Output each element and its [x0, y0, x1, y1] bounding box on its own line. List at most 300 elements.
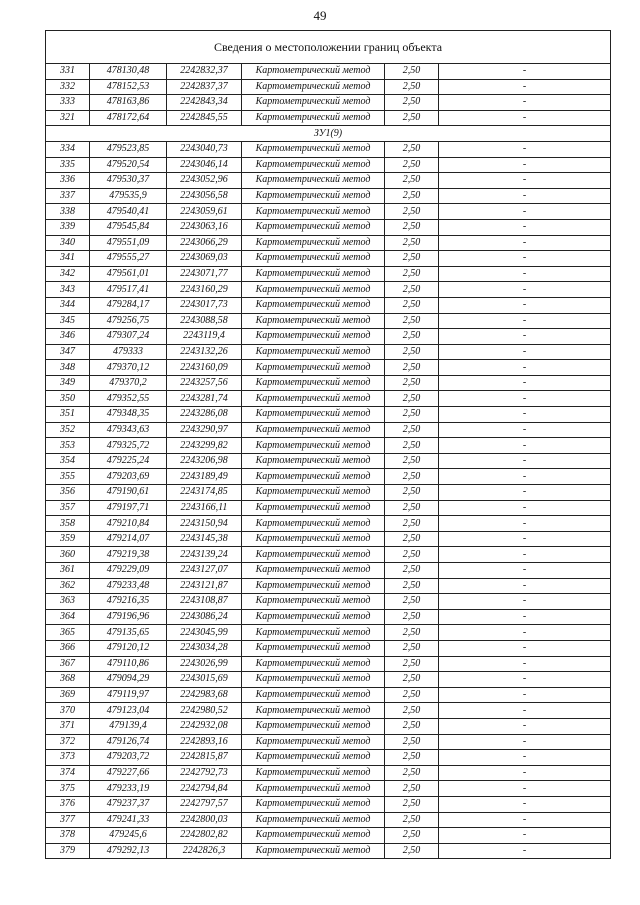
method-cell: Картометрический метод: [242, 594, 385, 610]
accuracy-cell: 2,50: [385, 594, 439, 610]
description-cell: -: [439, 609, 611, 625]
method-cell: Картометрический метод: [242, 110, 385, 126]
description-cell: -: [439, 765, 611, 781]
description-cell: -: [439, 563, 611, 579]
y-coordinate-cell: 2243088,58: [167, 313, 242, 329]
accuracy-cell: 2,50: [385, 79, 439, 95]
method-cell: Картометрический метод: [242, 531, 385, 547]
y-coordinate-cell: 2242837,37: [167, 79, 242, 95]
table-row: [46, 625, 611, 641]
description-cell: -: [439, 531, 611, 547]
method-cell: Картометрический метод: [242, 563, 385, 579]
x-coordinate-cell: 479139,4: [90, 718, 167, 734]
accuracy-cell: 2,50: [385, 765, 439, 781]
description-cell: -: [439, 110, 611, 126]
y-coordinate-cell: 2243150,94: [167, 516, 242, 532]
x-coordinate-cell: 479535,9: [90, 188, 167, 204]
table-row: [46, 79, 611, 95]
point-number-cell: 345: [46, 313, 90, 329]
point-number-cell: 347: [46, 344, 90, 360]
accuracy-cell: 2,50: [385, 297, 439, 313]
accuracy-cell: 2,50: [385, 204, 439, 220]
table-row: [46, 157, 611, 173]
y-coordinate-cell: 2243145,38: [167, 531, 242, 547]
x-coordinate-cell: 478152,53: [90, 79, 167, 95]
accuracy-cell: 2,50: [385, 422, 439, 438]
y-coordinate-cell: 2242794,84: [167, 781, 242, 797]
point-number-cell: 377: [46, 812, 90, 828]
method-cell: Картометрический метод: [242, 438, 385, 454]
accuracy-cell: 2,50: [385, 266, 439, 282]
method-cell: Картометрический метод: [242, 391, 385, 407]
table-row: [46, 640, 611, 656]
table-title: Сведения о местоположении границ объекта: [46, 31, 611, 64]
y-coordinate-cell: 2242983,68: [167, 687, 242, 703]
method-cell: Картометрический метод: [242, 266, 385, 282]
method-cell: Картометрический метод: [242, 313, 385, 329]
y-coordinate-cell: 2242815,87: [167, 750, 242, 766]
table-row: [46, 718, 611, 734]
method-cell: Картометрический метод: [242, 204, 385, 220]
method-cell: Картометрический метод: [242, 500, 385, 516]
x-coordinate-cell: 479555,27: [90, 251, 167, 267]
table-row: [46, 95, 611, 111]
description-cell: -: [439, 594, 611, 610]
point-number-cell: 368: [46, 672, 90, 688]
method-cell: Картометрический метод: [242, 578, 385, 594]
description-cell: -: [439, 796, 611, 812]
description-cell: -: [439, 157, 611, 173]
x-coordinate-cell: 479225,24: [90, 453, 167, 469]
method-cell: Картометрический метод: [242, 843, 385, 859]
description-cell: -: [439, 547, 611, 563]
accuracy-cell: 2,50: [385, 157, 439, 173]
accuracy-cell: 2,50: [385, 485, 439, 501]
x-coordinate-cell: 479551,09: [90, 235, 167, 251]
x-coordinate-cell: 479110,86: [90, 656, 167, 672]
description-cell: -: [439, 64, 611, 80]
description-cell: -: [439, 297, 611, 313]
y-coordinate-cell: 2242932,08: [167, 718, 242, 734]
x-coordinate-cell: 479241,33: [90, 812, 167, 828]
table-row: [46, 843, 611, 859]
point-number-cell: 340: [46, 235, 90, 251]
accuracy-cell: 2,50: [385, 407, 439, 423]
description-cell: -: [439, 313, 611, 329]
description-cell: -: [439, 828, 611, 844]
point-number-cell: 374: [46, 765, 90, 781]
point-number-cell: 355: [46, 469, 90, 485]
method-cell: Картометрический метод: [242, 516, 385, 532]
x-coordinate-cell: 479210,84: [90, 516, 167, 532]
description-cell: -: [439, 188, 611, 204]
method-cell: Картометрический метод: [242, 547, 385, 563]
table-row: [46, 516, 611, 532]
method-cell: Картометрический метод: [242, 79, 385, 95]
y-coordinate-cell: 2243108,87: [167, 594, 242, 610]
table-row: [46, 687, 611, 703]
accuracy-cell: 2,50: [385, 251, 439, 267]
description-cell: -: [439, 282, 611, 298]
point-number-cell: 333: [46, 95, 90, 111]
table-row: [46, 672, 611, 688]
y-coordinate-cell: 2242845,55: [167, 110, 242, 126]
table-row: [46, 64, 611, 80]
y-coordinate-cell: 2243071,77: [167, 266, 242, 282]
x-coordinate-cell: 479325,72: [90, 438, 167, 454]
description-cell: -: [439, 141, 611, 157]
x-coordinate-cell: 479219,38: [90, 547, 167, 563]
table-row: [46, 297, 611, 313]
description-cell: -: [439, 500, 611, 516]
y-coordinate-cell: 2243040,73: [167, 141, 242, 157]
y-coordinate-cell: 2243160,29: [167, 282, 242, 298]
y-coordinate-cell: 2242893,16: [167, 734, 242, 750]
x-coordinate-cell: 479545,84: [90, 219, 167, 235]
method-cell: Картометрический метод: [242, 422, 385, 438]
method-cell: Картометрический метод: [242, 640, 385, 656]
accuracy-cell: 2,50: [385, 453, 439, 469]
table-row: [46, 391, 611, 407]
table-row: [46, 188, 611, 204]
description-cell: -: [439, 95, 611, 111]
description-cell: -: [439, 718, 611, 734]
point-number-cell: 378: [46, 828, 90, 844]
point-number-cell: 349: [46, 375, 90, 391]
table-row: [46, 796, 611, 812]
table-row: [46, 251, 611, 267]
table-row: [46, 204, 611, 220]
y-coordinate-cell: 2243086,24: [167, 609, 242, 625]
description-cell: -: [439, 485, 611, 501]
method-cell: Картометрический метод: [242, 173, 385, 189]
accuracy-cell: 2,50: [385, 672, 439, 688]
y-coordinate-cell: 2243290,97: [167, 422, 242, 438]
description-cell: -: [439, 235, 611, 251]
table-row: [46, 110, 611, 126]
description-cell: -: [439, 672, 611, 688]
table-row: [46, 360, 611, 376]
description-cell: -: [439, 578, 611, 594]
group-label: ЗУ1(9): [46, 126, 611, 142]
boundary-table: [45, 30, 611, 859]
description-cell: -: [439, 703, 611, 719]
description-cell: -: [439, 812, 611, 828]
y-coordinate-cell: 2243034,28: [167, 640, 242, 656]
method-cell: Картометрический метод: [242, 828, 385, 844]
x-coordinate-cell: 479530,37: [90, 173, 167, 189]
y-coordinate-cell: 2242802,82: [167, 828, 242, 844]
y-coordinate-cell: 2243206,98: [167, 453, 242, 469]
x-coordinate-cell: 479203,72: [90, 750, 167, 766]
accuracy-cell: 2,50: [385, 329, 439, 345]
group-row: [46, 126, 611, 142]
x-coordinate-cell: 478130,48: [90, 64, 167, 80]
point-number-cell: 335: [46, 157, 90, 173]
point-number-cell: 348: [46, 360, 90, 376]
table-row: [46, 563, 611, 579]
accuracy-cell: 2,50: [385, 360, 439, 376]
accuracy-cell: 2,50: [385, 173, 439, 189]
y-coordinate-cell: 2243026,99: [167, 656, 242, 672]
x-coordinate-cell: 479352,55: [90, 391, 167, 407]
method-cell: Картометрический метод: [242, 469, 385, 485]
accuracy-cell: 2,50: [385, 282, 439, 298]
accuracy-cell: 2,50: [385, 750, 439, 766]
y-coordinate-cell: 2243045,99: [167, 625, 242, 641]
x-coordinate-cell: 479119,97: [90, 687, 167, 703]
point-number-cell: 341: [46, 251, 90, 267]
x-coordinate-cell: 479256,75: [90, 313, 167, 329]
point-number-cell: 357: [46, 500, 90, 516]
table-row: [46, 812, 611, 828]
table-row: [46, 485, 611, 501]
method-cell: Картометрический метод: [242, 141, 385, 157]
point-number-cell: 362: [46, 578, 90, 594]
y-coordinate-cell: 2243063,16: [167, 219, 242, 235]
accuracy-cell: 2,50: [385, 141, 439, 157]
point-number-cell: 339: [46, 219, 90, 235]
description-cell: -: [439, 360, 611, 376]
accuracy-cell: 2,50: [385, 609, 439, 625]
accuracy-cell: 2,50: [385, 313, 439, 329]
description-cell: -: [439, 687, 611, 703]
x-coordinate-cell: 479523,85: [90, 141, 167, 157]
point-number-cell: 361: [46, 563, 90, 579]
x-coordinate-cell: 479094,29: [90, 672, 167, 688]
method-cell: Картометрический метод: [242, 329, 385, 345]
point-number-cell: 375: [46, 781, 90, 797]
method-cell: Картометрический метод: [242, 188, 385, 204]
description-cell: -: [439, 438, 611, 454]
x-coordinate-cell: 479233,19: [90, 781, 167, 797]
description-cell: -: [439, 516, 611, 532]
method-cell: Картометрический метод: [242, 95, 385, 111]
description-cell: -: [439, 469, 611, 485]
x-coordinate-cell: 479190,61: [90, 485, 167, 501]
y-coordinate-cell: 2242826,3: [167, 843, 242, 859]
x-coordinate-cell: 479203,69: [90, 469, 167, 485]
description-cell: -: [439, 640, 611, 656]
x-coordinate-cell: 479227,66: [90, 765, 167, 781]
point-number-cell: 363: [46, 594, 90, 610]
description-cell: -: [439, 656, 611, 672]
method-cell: Картометрический метод: [242, 609, 385, 625]
description-cell: -: [439, 79, 611, 95]
point-number-cell: 356: [46, 485, 90, 501]
point-number-cell: 337: [46, 188, 90, 204]
x-coordinate-cell: 479216,35: [90, 594, 167, 610]
accuracy-cell: 2,50: [385, 516, 439, 532]
table-row: [46, 422, 611, 438]
table-row: [46, 703, 611, 719]
method-cell: Картометрический метод: [242, 407, 385, 423]
description-cell: -: [439, 391, 611, 407]
y-coordinate-cell: 2243281,74: [167, 391, 242, 407]
description-cell: -: [439, 375, 611, 391]
x-coordinate-cell: 479370,2: [90, 375, 167, 391]
accuracy-cell: 2,50: [385, 375, 439, 391]
y-coordinate-cell: 2243286,08: [167, 407, 242, 423]
x-coordinate-cell: 478163,86: [90, 95, 167, 111]
x-coordinate-cell: 479196,96: [90, 609, 167, 625]
accuracy-cell: 2,50: [385, 500, 439, 516]
point-number-cell: 359: [46, 531, 90, 547]
method-cell: Картометрический метод: [242, 703, 385, 719]
accuracy-cell: 2,50: [385, 64, 439, 80]
point-number-cell: 364: [46, 609, 90, 625]
y-coordinate-cell: 2242832,37: [167, 64, 242, 80]
method-cell: Картометрический метод: [242, 235, 385, 251]
method-cell: Картометрический метод: [242, 672, 385, 688]
x-coordinate-cell: 479237,37: [90, 796, 167, 812]
y-coordinate-cell: 2243189,49: [167, 469, 242, 485]
method-cell: Картометрический метод: [242, 251, 385, 267]
y-coordinate-cell: 2242980,52: [167, 703, 242, 719]
table-row: [46, 531, 611, 547]
method-cell: Картометрический метод: [242, 734, 385, 750]
y-coordinate-cell: 2243015,69: [167, 672, 242, 688]
accuracy-cell: 2,50: [385, 531, 439, 547]
y-coordinate-cell: 2242797,57: [167, 796, 242, 812]
description-cell: -: [439, 625, 611, 641]
accuracy-cell: 2,50: [385, 438, 439, 454]
accuracy-cell: 2,50: [385, 188, 439, 204]
table-row: [46, 828, 611, 844]
accuracy-cell: 2,50: [385, 640, 439, 656]
point-number-cell: 373: [46, 750, 90, 766]
accuracy-cell: 2,50: [385, 796, 439, 812]
x-coordinate-cell: 479233,48: [90, 578, 167, 594]
point-number-cell: 336: [46, 173, 90, 189]
method-cell: Картометрический метод: [242, 485, 385, 501]
table-row: [46, 609, 611, 625]
y-coordinate-cell: 2243069,03: [167, 251, 242, 267]
table-title-row: [46, 31, 611, 64]
table-row: [46, 438, 611, 454]
method-cell: Картометрический метод: [242, 219, 385, 235]
x-coordinate-cell: 479333: [90, 344, 167, 360]
x-coordinate-cell: 479517,41: [90, 282, 167, 298]
method-cell: Картометрический метод: [242, 765, 385, 781]
point-number-cell: 371: [46, 718, 90, 734]
point-number-cell: 352: [46, 422, 90, 438]
point-number-cell: 372: [46, 734, 90, 750]
point-number-cell: 350: [46, 391, 90, 407]
point-number-cell: 331: [46, 64, 90, 80]
description-cell: -: [439, 173, 611, 189]
table-row: [46, 173, 611, 189]
method-cell: Картометрический метод: [242, 750, 385, 766]
point-number-cell: 346: [46, 329, 90, 345]
accuracy-cell: 2,50: [385, 656, 439, 672]
y-coordinate-cell: 2243056,58: [167, 188, 242, 204]
method-cell: Картометрический метод: [242, 360, 385, 376]
table-row: [46, 313, 611, 329]
y-coordinate-cell: 2243299,82: [167, 438, 242, 454]
table-row: [46, 765, 611, 781]
x-coordinate-cell: 479370,12: [90, 360, 167, 376]
x-coordinate-cell: 479229,09: [90, 563, 167, 579]
table-row: [46, 781, 611, 797]
table-row: [46, 500, 611, 516]
method-cell: Картометрический метод: [242, 796, 385, 812]
x-coordinate-cell: 479123,04: [90, 703, 167, 719]
accuracy-cell: 2,50: [385, 734, 439, 750]
table-row: [46, 656, 611, 672]
point-number-cell: 370: [46, 703, 90, 719]
accuracy-cell: 2,50: [385, 703, 439, 719]
point-number-cell: 367: [46, 656, 90, 672]
y-coordinate-cell: 2243160,09: [167, 360, 242, 376]
accuracy-cell: 2,50: [385, 781, 439, 797]
x-coordinate-cell: 479307,24: [90, 329, 167, 345]
point-number-cell: 353: [46, 438, 90, 454]
table-row: [46, 578, 611, 594]
x-coordinate-cell: 479343,63: [90, 422, 167, 438]
x-coordinate-cell: 479348,35: [90, 407, 167, 423]
method-cell: Картометрический метод: [242, 297, 385, 313]
method-cell: Картометрический метод: [242, 453, 385, 469]
table-row: [46, 282, 611, 298]
point-number-cell: 376: [46, 796, 90, 812]
table-row: [46, 235, 611, 251]
table-row: [46, 219, 611, 235]
point-number-cell: 321: [46, 110, 90, 126]
method-cell: Картометрический метод: [242, 157, 385, 173]
description-cell: -: [439, 266, 611, 282]
table-row: [46, 750, 611, 766]
y-coordinate-cell: 2242800,03: [167, 812, 242, 828]
y-coordinate-cell: 2243139,24: [167, 547, 242, 563]
point-number-cell: 369: [46, 687, 90, 703]
y-coordinate-cell: 2243119,4: [167, 329, 242, 345]
y-coordinate-cell: 2243127,07: [167, 563, 242, 579]
table-row: [46, 375, 611, 391]
method-cell: Картометрический метод: [242, 625, 385, 641]
y-coordinate-cell: 2243059,61: [167, 204, 242, 220]
accuracy-cell: 2,50: [385, 812, 439, 828]
point-number-cell: 354: [46, 453, 90, 469]
table-row: [46, 329, 611, 345]
x-coordinate-cell: 479214,07: [90, 531, 167, 547]
x-coordinate-cell: 479520,54: [90, 157, 167, 173]
point-number-cell: 338: [46, 204, 90, 220]
accuracy-cell: 2,50: [385, 219, 439, 235]
accuracy-cell: 2,50: [385, 563, 439, 579]
accuracy-cell: 2,50: [385, 843, 439, 859]
description-cell: -: [439, 329, 611, 345]
method-cell: Картометрический метод: [242, 282, 385, 298]
description-cell: -: [439, 781, 611, 797]
method-cell: Картометрический метод: [242, 812, 385, 828]
accuracy-cell: 2,50: [385, 687, 439, 703]
x-coordinate-cell: 479292,13: [90, 843, 167, 859]
table-row: [46, 469, 611, 485]
table-row: [46, 594, 611, 610]
y-coordinate-cell: 2243166,11: [167, 500, 242, 516]
description-cell: -: [439, 843, 611, 859]
x-coordinate-cell: 479561,01: [90, 266, 167, 282]
table-row: [46, 407, 611, 423]
x-coordinate-cell: 479245,6: [90, 828, 167, 844]
point-number-cell: 365: [46, 625, 90, 641]
description-cell: -: [439, 422, 611, 438]
x-coordinate-cell: 479135,65: [90, 625, 167, 641]
method-cell: Картометрический метод: [242, 718, 385, 734]
method-cell: Картометрический метод: [242, 344, 385, 360]
accuracy-cell: 2,50: [385, 718, 439, 734]
